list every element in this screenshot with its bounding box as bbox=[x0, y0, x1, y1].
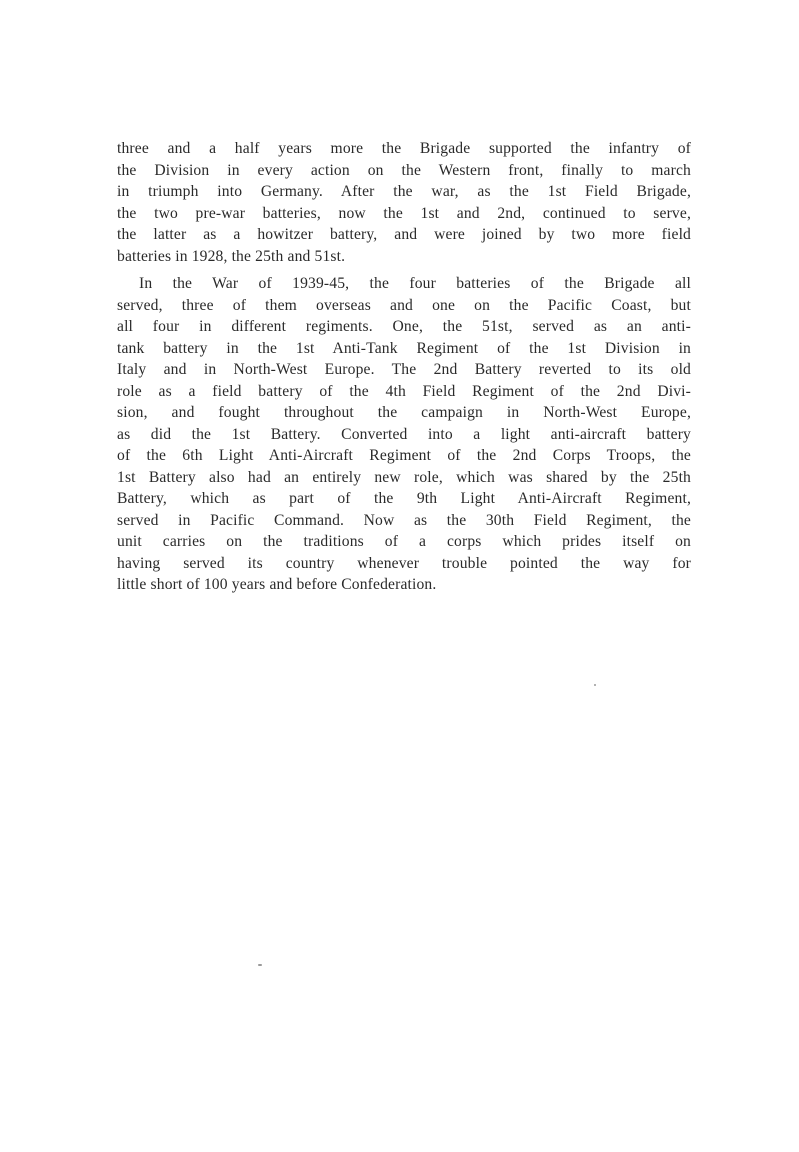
text-line: unit carries on the traditions of a corps which prides itself on bbox=[117, 533, 691, 550]
text-line: having served its country whenever trouble pointed the way for bbox=[117, 554, 691, 572]
body-text bbox=[117, 138, 691, 596]
scan-speck bbox=[594, 684, 596, 686]
text-line: in triumph into Germany. After the war, as the 1st Field Brigade, bbox=[117, 183, 691, 200]
text-line: as did the 1st Battery. Converted into a light anti-aircraft battery bbox=[117, 425, 691, 443]
text-line: 1st Battery also had an entirely new role, which was shared by the 25th bbox=[117, 468, 691, 486]
text-line: three and a half years more the Brigade supported the infantry of bbox=[117, 140, 691, 157]
text-line: little short of 100 years and before Confederation. bbox=[117, 576, 437, 593]
text-line: all four in different regiments. One, the 51st, served as an anti- bbox=[117, 318, 691, 335]
text-line: role as a field battery of the 4th Field Regiment of the 2nd Divi- bbox=[117, 382, 691, 400]
text-line: sion, and fought throughout the campaign in North-West Europe, bbox=[117, 404, 691, 421]
text-line: of the 6th Light Anti-Aircraft Regiment of the 2nd Corps Troops, the bbox=[117, 447, 691, 464]
text-line: the latter as a howitzer battery, and were joined by two more field bbox=[117, 226, 691, 243]
text-line: batteries in 1928, the 25th and 51st. bbox=[117, 247, 346, 265]
paragraph-1 bbox=[117, 138, 691, 267]
text-line: tank battery in the 1st Anti-Tank Regiment of the 1st Division in bbox=[117, 339, 691, 357]
text-line: served, three of them overseas and one on the Pacific Coast, but bbox=[117, 296, 691, 314]
text-line: Battery, which as part of the 9th Light Anti-Aircraft Regiment, bbox=[117, 490, 691, 507]
text-line: served in Pacific Command. Now as the 30th Field Regiment, the bbox=[117, 511, 691, 529]
text-line: the Division in every action on the Western front, finally to march bbox=[117, 161, 691, 179]
text-line: Italy and in North-West Europe. The 2nd Battery reverted to its old bbox=[117, 361, 691, 378]
text-line: the two pre-war batteries, now the 1st and 2nd, continued to serve, bbox=[117, 204, 691, 222]
text-line: In the War of 1939-45, the four batteries of the Brigade all bbox=[139, 275, 691, 292]
paragraph-2 bbox=[117, 273, 691, 596]
scan-speck bbox=[258, 964, 262, 966]
